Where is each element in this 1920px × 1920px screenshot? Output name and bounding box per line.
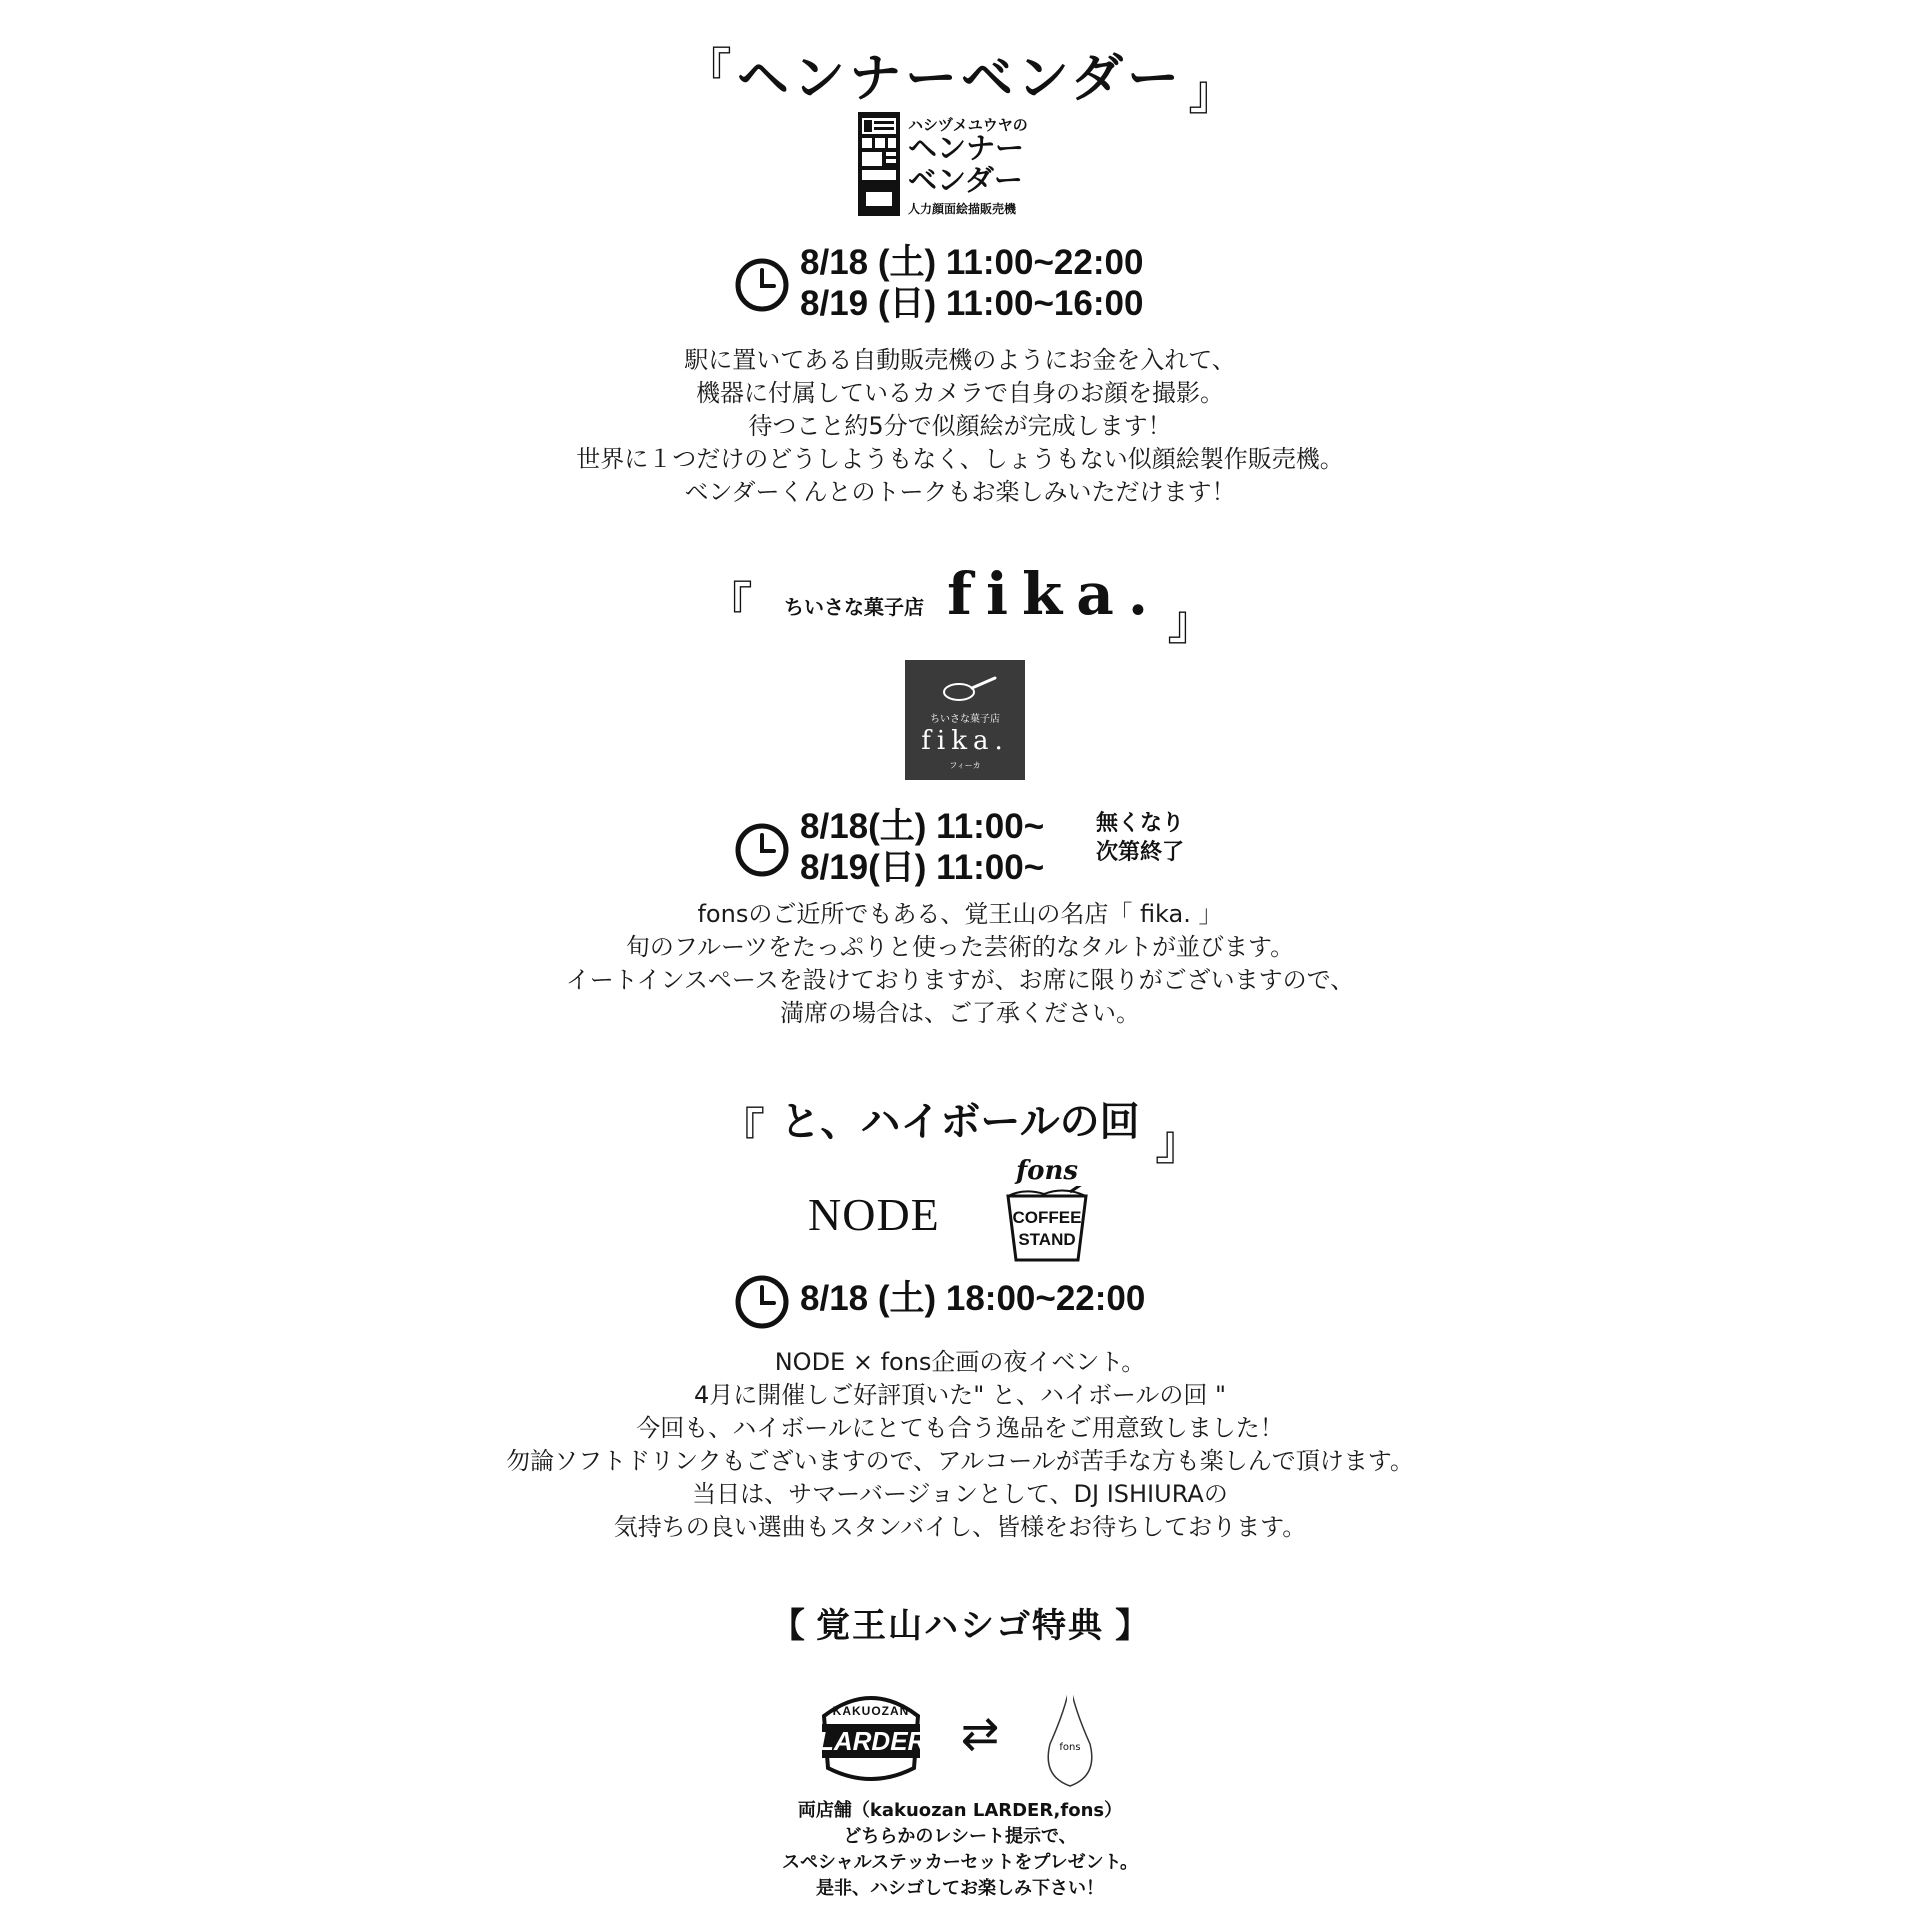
- section2-desc-line: イートインスペースを設けておりますが、お席に限りがございますので、: [565, 966, 1355, 994]
- section1-time-1: 8/18 (土) 11:00~22:00: [800, 243, 1144, 282]
- footer-line: 是非、ハシゴしてお楽しみ下さい！: [816, 1878, 1104, 1899]
- section3-desc-line: 当日は、サマーバージョンとして、DJ ISHIURAの: [692, 1480, 1228, 1508]
- section-highball: [0, 1090, 1920, 1560]
- section1-desc-line: ベンダーくんとのトークもお楽しみいただけます！: [684, 478, 1236, 506]
- footer-line: どちらかのレシート提示で、: [843, 1826, 1077, 1847]
- frying-pan-icon: [939, 674, 999, 704]
- clock-icon: [734, 1274, 790, 1330]
- section-henna-vendor: [0, 0, 1920, 520]
- section1-desc-line: 待つこと約5分で似顔絵が完成します！: [748, 412, 1172, 440]
- section1-time-2: 8/19 (日) 11:00~16:00: [800, 284, 1144, 323]
- footer-line: 両店舗（kakuozan LARDER,fons）: [797, 1800, 1123, 1821]
- section2-title: fika.: [947, 560, 1163, 628]
- section2-heading: [0, 560, 1920, 651]
- larder-logo-main: LARDER: [818, 1726, 927, 1756]
- water-drop-icon: [1040, 1678, 1100, 1792]
- section3-time-1: 8/18 (土) 18:00~22:00: [800, 1279, 1146, 1318]
- vendor-logo-line3: ベンダー: [908, 163, 1023, 197]
- fika-logo-sub: ちいさな菓子店: [930, 714, 1000, 725]
- vending-machine-icon: [858, 112, 900, 216]
- section-fika: [0, 560, 1920, 1040]
- section3-desc-line: 今回も、ハイボールにとても合う逸品をご用意致しました！: [636, 1414, 1284, 1442]
- section1-desc-line: 世界に１つだけのどうしようもなく、しょうもない似顔絵製作販売機。: [576, 445, 1344, 473]
- section2-note-2: 次第終了: [1096, 839, 1185, 864]
- fons-coffee-stand-logo: [994, 1156, 1100, 1266]
- bracket-open: 【: [770, 1606, 805, 1646]
- bracket-close: 』: [1154, 1115, 1203, 1171]
- henna-vendor-logo: [858, 112, 1068, 216]
- section-hashigo-bonus: [0, 1598, 1920, 1920]
- bracket-close: 】: [1115, 1606, 1150, 1646]
- bracket-open: 『: [717, 1103, 766, 1159]
- section2-description: [0, 898, 1920, 1030]
- clock-icon: [734, 822, 790, 878]
- section1-desc-line: 駅に置いてある自動販売機のようにお金を入れて、: [684, 346, 1236, 374]
- section2-time-1: 8/18(土) 11:00~: [800, 807, 1045, 846]
- fons-script-text: fons: [1015, 1156, 1079, 1186]
- section1-title: ヘンナーベンダー: [737, 49, 1183, 109]
- section4-title: 覚王山ハシゴ特典: [816, 1606, 1104, 1646]
- section2-desc-line: 旬のフルーツをたっぷりと使った芸術的なタルトが並びます。: [625, 933, 1295, 961]
- bracket-close: 』: [1167, 595, 1216, 651]
- section3-desc-line: NODE × fons企画の夜イベント。: [774, 1348, 1146, 1376]
- fika-logo: [905, 660, 1025, 780]
- section3-title: と、ハイボールの回: [780, 1099, 1140, 1145]
- section2-desc-line: fonsのご近所でもある、覚王山の名店「 fika. 」: [697, 900, 1223, 928]
- bracket-close: 』: [1188, 65, 1237, 121]
- section1-heading: [0, 36, 1920, 121]
- exchange-arrows-icon: ⇄: [960, 1706, 1000, 1760]
- clock-icon: [734, 257, 790, 313]
- section1-desc-line: 機器に付属しているカメラで自身のお顔を撮影。: [696, 379, 1224, 407]
- footer-line: スペシャルステッカーセットをプレゼント。: [781, 1852, 1139, 1873]
- section3-desc-line: 勿論ソフトドリンクもございますので、アルコールが苦手な方も楽しんで頂けます。: [506, 1447, 1414, 1475]
- vendor-logo-line2: ヘンナー: [908, 131, 1025, 165]
- section2-desc-line: 満席の場合は、ご了承ください。: [780, 999, 1140, 1027]
- section2-note-1: 無くなり: [1096, 810, 1185, 835]
- section2-time-2: 8/19(日) 11:00~: [800, 848, 1045, 887]
- node-logo: NODE: [808, 1189, 940, 1240]
- bracket-open: 『: [704, 577, 753, 633]
- fons-drop-logo: [1040, 1678, 1100, 1792]
- section3-description: [0, 1346, 1920, 1544]
- fons-logo-line2: STAND: [1018, 1230, 1076, 1249]
- section4-footer: [0, 1798, 1920, 1902]
- vendor-logo-line1: ハシヅメユウヤの: [908, 116, 1028, 134]
- section1-description: [0, 344, 1920, 509]
- larder-logo-top: KAKUOZAN: [832, 1704, 910, 1718]
- bracket-open: 『: [683, 43, 732, 99]
- fika-logo-name: fika.: [921, 726, 1009, 756]
- kakuozan-larder-logo: [818, 1686, 927, 1786]
- section4-heading: [0, 1598, 1920, 1648]
- section3-desc-line: 気持ちの良い選曲もスタンバイし、皆様をお待ちしております。: [613, 1513, 1307, 1541]
- fika-logo-kana: フィーカ: [949, 761, 981, 770]
- section3-desc-line: 4月に開催しご好評頂いた" と、ハイボールの回 ": [693, 1381, 1227, 1409]
- section2-subtitle: ちいさな菓子店: [783, 595, 924, 619]
- fons-drop-text: fons: [1059, 1742, 1081, 1753]
- fons-logo-line1: COFFEE: [1012, 1208, 1082, 1227]
- vendor-logo-line4: 人力顔面絵描販売機: [908, 202, 1017, 216]
